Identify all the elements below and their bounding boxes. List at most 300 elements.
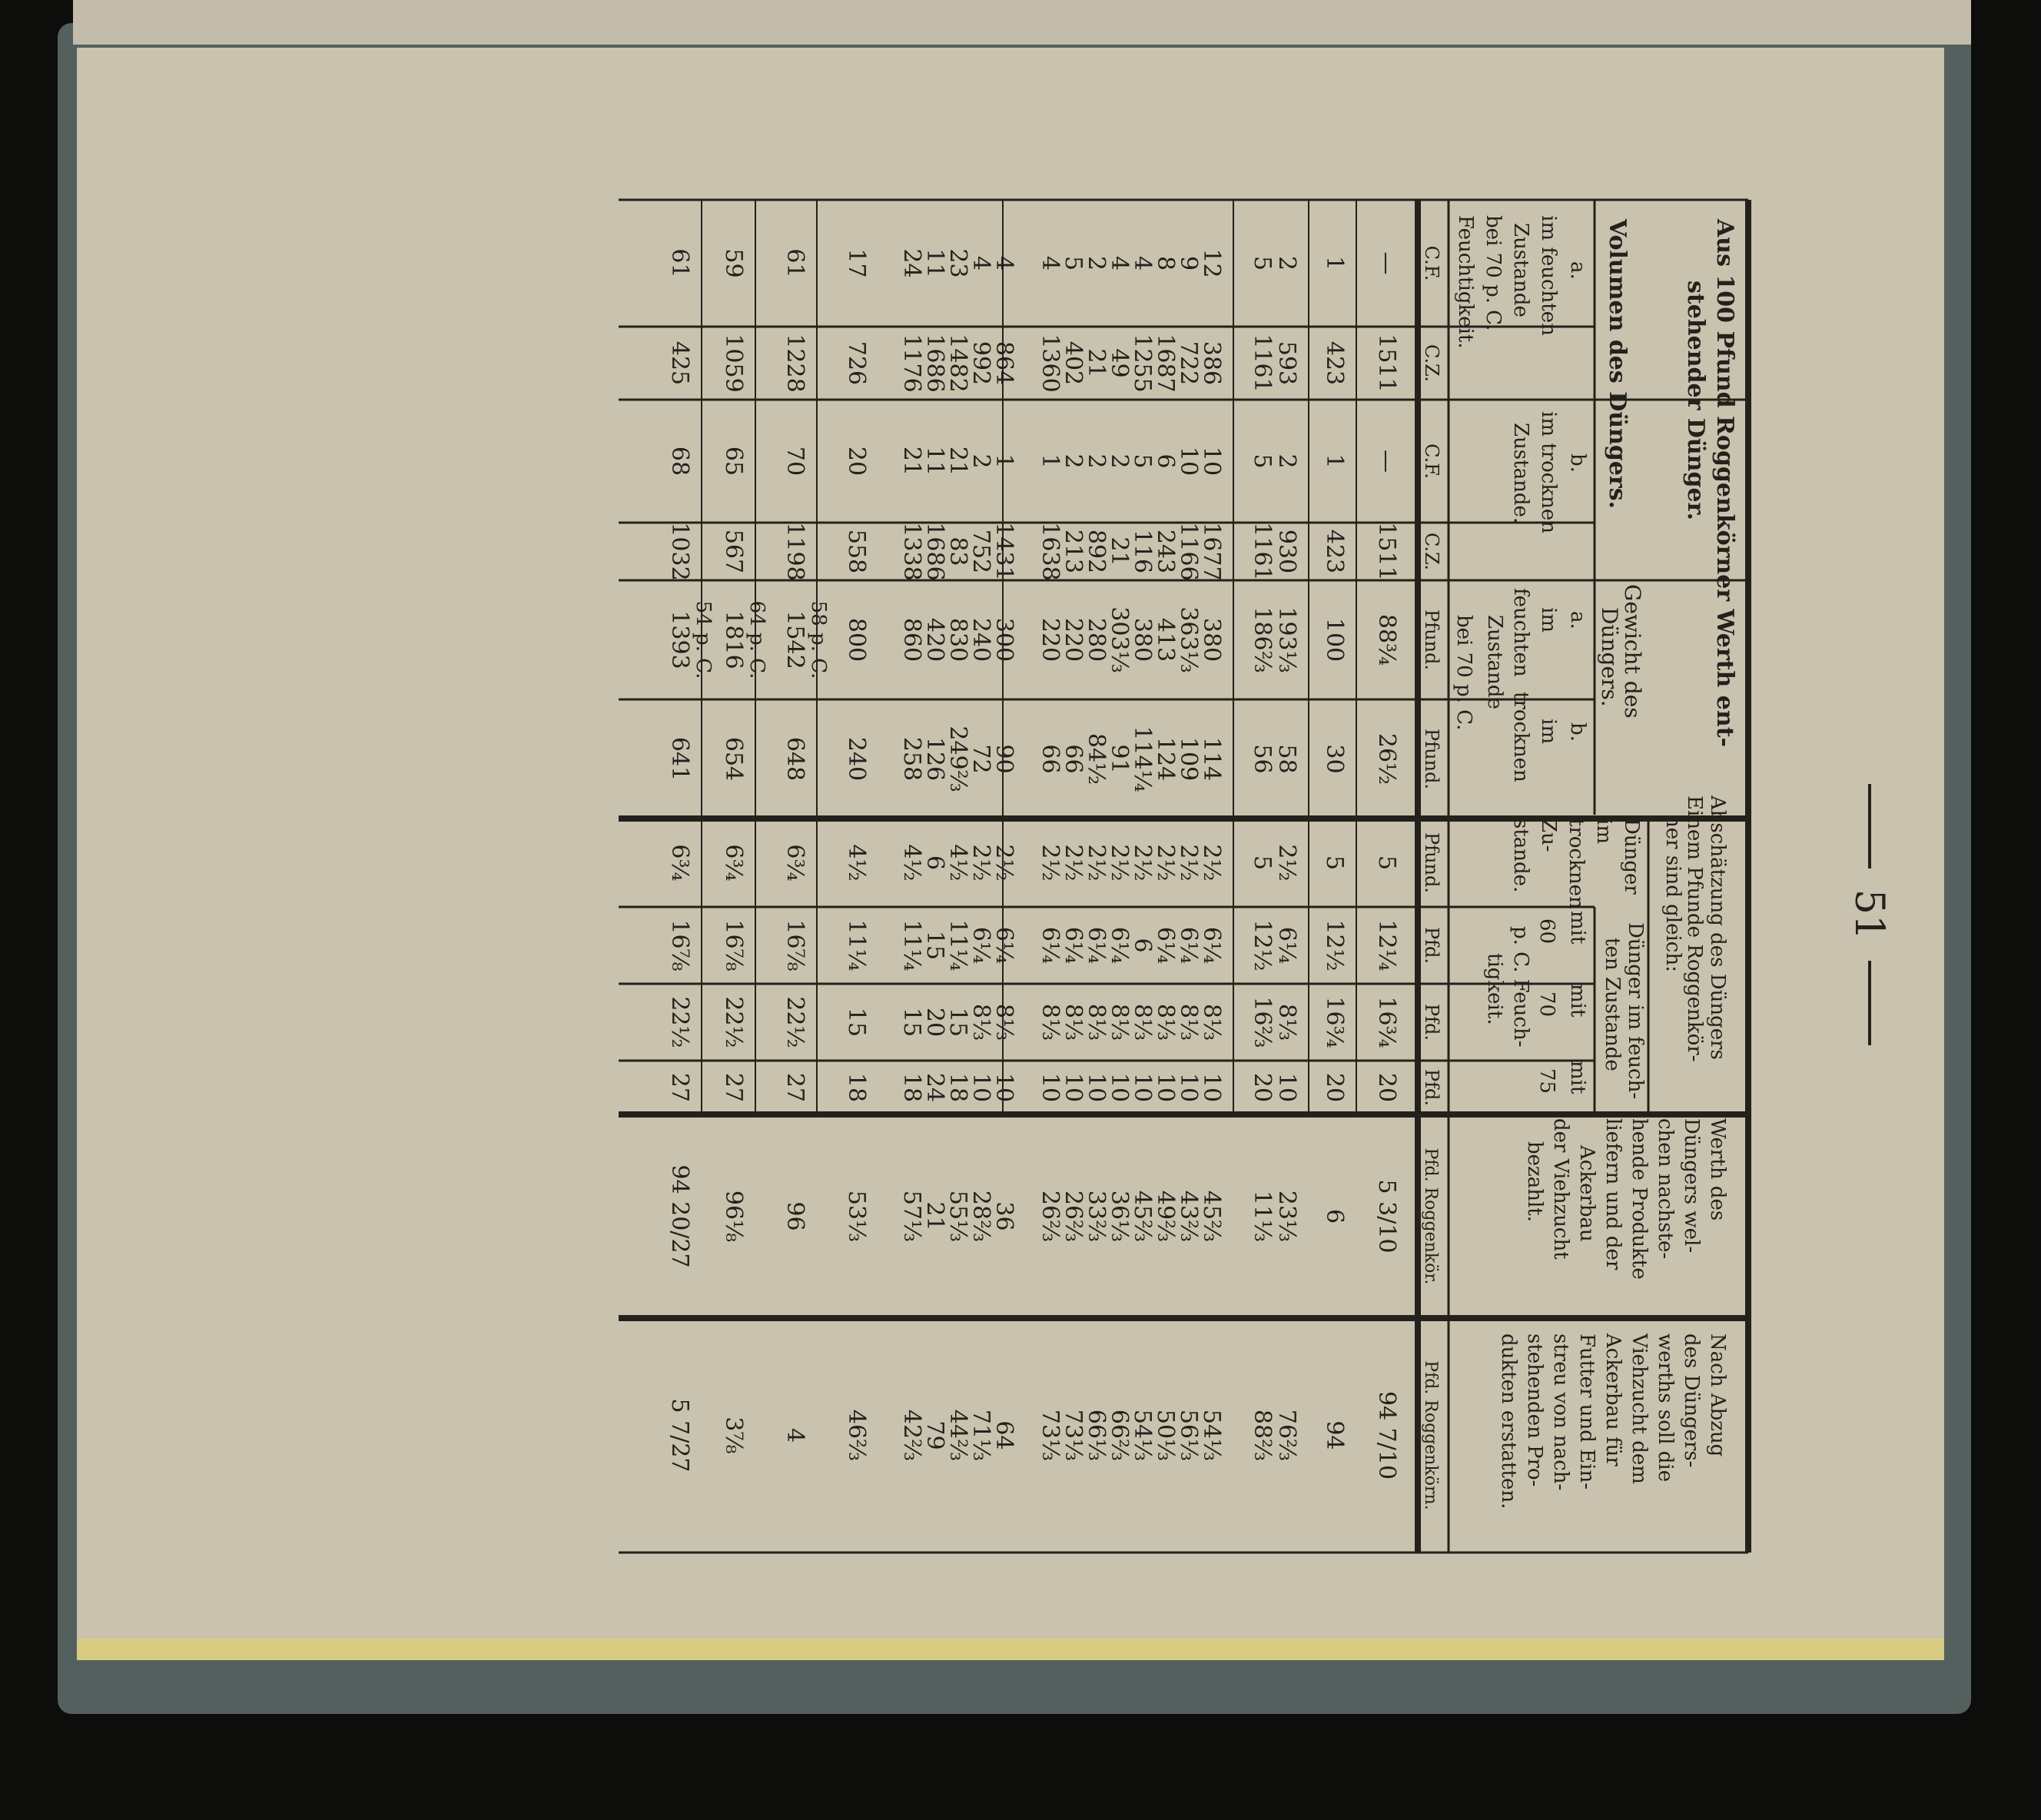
table-cell: 3⅞ — [720, 1416, 747, 1454]
table-cell: 1360 — [1037, 334, 1064, 393]
table-cell: 648 — [782, 736, 808, 782]
table-cell: 1228 — [782, 334, 808, 393]
table-cell: 43⅔ — [1175, 1190, 1202, 1243]
table-cell: 1482 — [944, 334, 971, 393]
table-cell: 2 — [1273, 453, 1300, 469]
col-header-feuchtigkeit: 75 — [1535, 1068, 1558, 1094]
table-cell: 8⅓ — [1129, 1003, 1156, 1041]
col-header-werth: liefern und der — [1601, 1118, 1625, 1270]
col-header-feuchtigkeit: p. C. Feuch- — [1509, 926, 1532, 1048]
col-header-im-feuchten: Dünger im feuch- — [1624, 922, 1647, 1100]
table-cell: 21 — [944, 446, 971, 477]
table-cell: 73⅓ — [1037, 1409, 1064, 1462]
table-cell: 94 20/27 — [666, 1164, 693, 1268]
table-cell: 1542 — [782, 610, 808, 669]
table-cell: 66 — [1037, 744, 1064, 774]
table-cell: 16¾ — [1373, 996, 1400, 1048]
table-cell: 413 — [1152, 617, 1179, 663]
sub-header-vol-a: a. — [1566, 261, 1589, 280]
table-cell: 21 — [898, 446, 925, 477]
unit-label: Pfund. — [1421, 729, 1442, 789]
col-header-feuchtigkeit: 70 — [1535, 991, 1558, 1018]
table-cell: 28⅔ — [967, 1190, 994, 1243]
table-cell: 24 — [898, 248, 925, 278]
table-cell: 96 — [782, 1201, 808, 1231]
table-cell: 6 — [1129, 938, 1156, 953]
table-cell: 2½ — [1198, 844, 1225, 882]
col-header-nach-abzug: Ackerbau für — [1601, 1333, 1625, 1466]
table-cell: 930 — [1273, 529, 1300, 574]
unit-label: Pfund. — [1421, 609, 1442, 670]
group-gewicht: Gewicht des — [1620, 584, 1645, 719]
table-cell: 5 — [1129, 453, 1156, 469]
group-volumen: Volumen des Düngers. — [1604, 219, 1631, 510]
table-cell: 240 — [967, 617, 994, 663]
table-cell: 220 — [1060, 617, 1087, 663]
table-cell: 12¼ — [1373, 919, 1400, 971]
col-header-nach-abzug: streu von nach- — [1549, 1333, 1572, 1491]
table-cell: 94 — [1321, 1420, 1348, 1450]
table-cell: 363⅓ — [1175, 606, 1202, 673]
table-cell: 6¼ — [1152, 926, 1179, 965]
col-header-nach-abzug: Viehzucht dem — [1628, 1333, 1651, 1484]
table-cell: 126 — [921, 736, 948, 782]
table-cell: 1166 — [1175, 522, 1202, 581]
table-cell: 654 — [720, 736, 747, 782]
sub-header-gew-a: a. — [1566, 611, 1589, 629]
table-cell: 18 — [944, 1072, 971, 1103]
table-cell: 726 — [843, 340, 870, 386]
table-cell: 8 — [1152, 255, 1179, 271]
table-cell: 249⅔ — [944, 726, 971, 792]
table-cell: 2½ — [967, 844, 994, 882]
table-cell: 193⅓ — [1273, 606, 1300, 673]
table-cell: 8⅓ — [1037, 1003, 1064, 1041]
table-cell: 2½ — [1273, 844, 1300, 882]
table-cell: 71⅓ — [967, 1409, 994, 1462]
table-cell: 8⅓ — [1106, 1003, 1133, 1041]
col-header-im-trockenen: stande. — [1509, 819, 1532, 893]
unit-label: C.F. — [1421, 443, 1442, 479]
table-cell: 15 — [843, 1007, 870, 1038]
table-cell: 6 — [1321, 1208, 1348, 1224]
table-cell: 66⅓ — [1083, 1409, 1110, 1462]
table-cell: 423 — [1321, 340, 1348, 386]
table-cell: 84½ — [1083, 732, 1110, 785]
table-cell: 11 — [921, 446, 948, 477]
table-cell: 44⅔ — [944, 1409, 971, 1462]
table-cell: 11 — [921, 248, 948, 278]
table-cell: 79 — [921, 1420, 948, 1450]
table-cell: 11¼ — [898, 919, 925, 971]
table-cell: 124 — [1152, 736, 1179, 782]
table-cell: 50⅓ — [1152, 1409, 1179, 1462]
table-cell: 5 — [1249, 453, 1276, 469]
table-cell: 8⅓ — [1060, 1003, 1087, 1041]
table-cell: 15 — [898, 1007, 925, 1038]
table-cell: 11¼ — [944, 919, 971, 971]
table-cell: 864 — [991, 340, 1017, 386]
table-cell: 641 — [666, 736, 693, 782]
table-cell: 2½ — [1037, 844, 1064, 882]
table-cell: 8⅓ — [1198, 1003, 1225, 1041]
table-cell: 6¼ — [1060, 926, 1087, 965]
col-header-im-trockenen: Dünger — [1620, 819, 1643, 895]
table-cell: 5 3/10 — [1373, 1179, 1400, 1254]
table-cell: 213 — [1060, 529, 1087, 574]
table-cell: 56 — [1249, 744, 1276, 774]
col-header-werth: hende Produkte — [1628, 1118, 1651, 1280]
table-cell: 58 — [1273, 744, 1300, 774]
table-cell: 752 — [967, 529, 994, 574]
col-header-werth: Ackerbau — [1575, 1145, 1598, 1242]
table-cell: 26⅔ — [1060, 1190, 1087, 1243]
table-cell: 11⅓ — [1249, 1190, 1276, 1243]
table-cell: 116 — [1129, 529, 1156, 574]
table-cell: 56⅓ — [1175, 1409, 1202, 1462]
table-cell: 59 — [720, 248, 747, 278]
col-header-werth: chen nachste- — [1654, 1118, 1677, 1260]
table-cell: 66⅔ — [1106, 1409, 1133, 1462]
table-cell: 22½ — [720, 996, 747, 1048]
table-cell: 49⅔ — [1152, 1190, 1179, 1243]
table-cell: 830 — [944, 617, 971, 663]
sub-header-gew-a: im — [1537, 607, 1560, 633]
table-cell: 114 — [1198, 736, 1225, 782]
col-header-werth: Düngers wel- — [1680, 1118, 1703, 1254]
table-cell: 9 — [1175, 255, 1202, 271]
table-cell: 4½ — [944, 844, 971, 882]
table-cell: 10 — [1106, 1072, 1133, 1103]
cell-note: 64 p. C. — [745, 600, 768, 679]
cell-note: 58 p. C. — [807, 600, 830, 679]
table-cell: 6¼ — [1198, 926, 1225, 965]
table-cell: 53⅓ — [843, 1190, 870, 1243]
sub-header-gew-a: Zustande — [1483, 615, 1506, 709]
table-cell: 6¼ — [1106, 926, 1133, 965]
table-cell: 36⅓ — [1106, 1190, 1133, 1243]
col-header-werth: der Viehzucht — [1549, 1118, 1572, 1260]
table-cell: 16⅔ — [1249, 996, 1276, 1048]
table-cell: 5 7/27 — [666, 1398, 693, 1473]
unit-label: Pfd. Roggenkörn. — [1421, 1360, 1440, 1510]
unit-label: Pfund. — [1421, 832, 1442, 893]
table-cell: 26⅔ — [1037, 1190, 1064, 1243]
table-cell: 17 — [843, 248, 870, 278]
table-cell: 61 — [666, 248, 693, 278]
table-cell: 88¾ — [1373, 613, 1400, 666]
table-cell: 1511 — [1373, 522, 1400, 581]
col-header-werth: Werth des — [1706, 1118, 1729, 1221]
col-header-nach-abzug: werths soll die — [1654, 1333, 1677, 1483]
table-cell: 8⅓ — [967, 1003, 994, 1041]
table-cell: 36 — [991, 1201, 1017, 1231]
table-cell: 2½ — [1060, 844, 1087, 882]
col-header-im-trockenen: trocknen — [1565, 819, 1588, 909]
group-abschaetzung: Abschätzung des Düngers — [1706, 795, 1729, 1060]
unit-label: C.F. — [1421, 245, 1442, 281]
table-cell: 10 — [1175, 1072, 1202, 1103]
sub-header-vol-b: im trocknen — [1537, 411, 1560, 533]
table-cell: 10 — [1060, 1072, 1087, 1103]
table-cell: 1686 — [921, 522, 948, 581]
table-cell: 2 — [1083, 255, 1110, 271]
table-cell: 10 — [1273, 1072, 1300, 1103]
table-cell: 21 — [1106, 536, 1133, 566]
table-cell: 49 — [1106, 348, 1133, 378]
table-cell: 24 — [921, 1072, 948, 1103]
table-cell: 6¾ — [720, 844, 747, 882]
table-cell: 2 — [1083, 453, 1110, 469]
table-cell: 1161 — [1249, 522, 1276, 581]
table-cell: 18 — [898, 1072, 925, 1103]
table-cell: 423 — [1321, 529, 1348, 574]
table-cell: 26½ — [1373, 732, 1400, 785]
col-header-nach-abzug: dukten erstatten. — [1497, 1333, 1520, 1509]
unit-label: C.Z. — [1421, 532, 1442, 571]
sub-header-gew-b: trocknen — [1509, 692, 1532, 782]
col-header-feuchtigkeit: tigkeit. — [1483, 953, 1506, 1025]
col-header-im-trockenen: im — [1592, 819, 1615, 844]
table-cell: 2 — [1273, 255, 1300, 271]
table-cell: 11¼ — [843, 919, 870, 971]
table-cell: 21 — [921, 1201, 948, 1231]
table-cell: 68 — [666, 446, 693, 477]
table-cell: 55⅓ — [944, 1190, 971, 1243]
table-cell: 6¾ — [666, 844, 693, 882]
table-cell: 76⅔ — [1273, 1409, 1300, 1462]
col-header-nach-abzug: Futter und Ein- — [1575, 1333, 1598, 1490]
table-cell: 20 — [843, 446, 870, 477]
table-cell: 72 — [967, 744, 994, 774]
sub-header-gew-note: bei 70 p. C. — [1452, 615, 1475, 731]
col-header-werth: bezahlt. — [1523, 1141, 1546, 1223]
table-cell: 22½ — [782, 996, 808, 1048]
table-cell: 20 — [1321, 1072, 1348, 1103]
table-cell: 6 — [921, 855, 948, 871]
table-cell: 186⅔ — [1249, 606, 1276, 673]
table-cell: 5 — [1249, 255, 1276, 271]
table-cell: 12½ — [1321, 919, 1348, 971]
table-cell: 10 — [991, 1072, 1017, 1103]
table-cell: 70 — [782, 446, 808, 477]
table-cell: 46⅔ — [843, 1409, 870, 1462]
group-abschaetzung: Einem Pfunde Roggenkör- — [1683, 795, 1706, 1062]
table-cell: 4 — [1106, 255, 1133, 271]
table-cell: 100 — [1321, 617, 1348, 663]
table-cell: 16⅞ — [720, 919, 747, 971]
table-cell: 6 — [1152, 453, 1179, 469]
table-cell: 4½ — [898, 844, 925, 882]
table-cell: 6¼ — [1037, 926, 1064, 965]
table-cell: 386 — [1198, 340, 1225, 386]
table-cell: 1687 — [1152, 334, 1179, 393]
table-cell: 12 — [1198, 248, 1225, 278]
sub-header-vol-a: im feuchten — [1537, 215, 1560, 336]
table-cell: 27 — [666, 1072, 693, 1103]
table-cell: 2½ — [1175, 844, 1202, 882]
table-cell: 23⅓ — [1273, 1190, 1300, 1243]
table-cell: 45⅔ — [1198, 1190, 1225, 1243]
col-header-mit: mit — [1566, 984, 1589, 1018]
table-cell: 65 — [720, 446, 747, 477]
table-cell: 64 — [991, 1420, 1017, 1450]
table-cell: 88⅔ — [1249, 1409, 1276, 1462]
table-cell: 18 — [843, 1072, 870, 1103]
unit-label: Pfd. — [1421, 1003, 1442, 1041]
table-cell: 425 — [666, 340, 693, 386]
table-cell: 992 — [967, 340, 994, 386]
table-cell: 90 — [991, 744, 1017, 774]
sub-header-vol-b: Zustande. — [1509, 423, 1532, 524]
group-abschaetzung: ner sind gleich: — [1661, 815, 1684, 972]
table-cell: 6¼ — [991, 926, 1017, 965]
table-cell: 54⅓ — [1129, 1409, 1156, 1462]
group-gewicht: Düngers. — [1597, 607, 1622, 707]
col-header-mit: mit — [1566, 1061, 1589, 1094]
sub-header-vol-b: b. — [1566, 453, 1589, 473]
table-cell: 402 — [1060, 340, 1087, 386]
col-header-im-feuchten: ten Zustande — [1601, 938, 1624, 1071]
table-cell: 5 — [1060, 255, 1087, 271]
col-header-nach-abzug: des Düngers- — [1680, 1333, 1703, 1468]
table-cell: 8⅓ — [1083, 1003, 1110, 1041]
table-cell: 4 — [782, 1427, 808, 1443]
table-cell: 6¼ — [967, 926, 994, 965]
table-cell: 91 — [1106, 744, 1133, 774]
table-cell: 860 — [898, 617, 925, 663]
table-cell: 1816 — [720, 610, 747, 669]
table-cell: 243 — [1152, 529, 1179, 574]
table-cell: 1511 — [1373, 334, 1400, 393]
table-cell: 15 — [944, 1007, 971, 1038]
sub-header-gew-b: b. — [1566, 722, 1589, 742]
table-cell: 420 — [921, 617, 948, 663]
table-cell: 20 — [1249, 1072, 1276, 1103]
table-cell: 16¾ — [1321, 996, 1348, 1048]
table-cell: 42⅔ — [898, 1409, 925, 1462]
table-cell: 380 — [1129, 617, 1156, 663]
table-cell: 10 — [1083, 1072, 1110, 1103]
col-header-im-trockenen: Zu- — [1537, 819, 1560, 852]
table-cell: 33⅔ — [1083, 1190, 1110, 1243]
table-cell: 16⅞ — [666, 919, 693, 971]
unit-label: Pfd. Roggenkör. — [1421, 1147, 1440, 1285]
table-cell: 4½ — [843, 844, 870, 882]
table-cell: 8⅓ — [991, 1003, 1017, 1041]
unit-label: Pfd. — [1421, 1068, 1442, 1107]
table-cell: 83 — [944, 536, 971, 566]
table-cell: 109 — [1175, 736, 1202, 782]
table-cell: 12½ — [1249, 919, 1276, 971]
table-cell: 2½ — [1106, 844, 1133, 882]
table-cell: 10 — [1129, 1072, 1156, 1103]
table-cell: 1 — [1321, 453, 1348, 469]
table-cell: 4 — [1129, 255, 1156, 271]
table-cell: 1638 — [1037, 522, 1064, 581]
table-cell: — — [1373, 450, 1400, 473]
header-title: Aus 100 Pfund Roggenkörner Werth ent- — [1711, 219, 1738, 747]
table-cell: 96⅛ — [720, 1190, 747, 1243]
table-cell: 1198 — [782, 522, 808, 581]
table-cell: 61 — [782, 248, 808, 278]
table-cell: 2 — [967, 453, 994, 469]
table-cell: 1059 — [720, 334, 747, 393]
table-cell: 4 — [967, 255, 994, 271]
table-cell: 10 — [1037, 1072, 1064, 1103]
table-cell: 27 — [720, 1072, 747, 1103]
table-cell: 800 — [843, 617, 870, 663]
table-cell: 6¼ — [1273, 926, 1300, 965]
table-cell: 258 — [898, 736, 925, 782]
table-cell: 892 — [1083, 529, 1110, 574]
col-header-mit: mit — [1566, 911, 1589, 945]
table-cell: 73⅓ — [1060, 1409, 1087, 1462]
table-cell: 8⅓ — [1273, 1003, 1300, 1041]
table-cell: 8⅓ — [1175, 1003, 1202, 1041]
table-cell: 1686 — [921, 334, 948, 393]
header-title: stehender Dünger. — [1682, 281, 1709, 521]
table-cell: 5 — [1373, 855, 1400, 871]
table-cell: 220 — [1037, 617, 1064, 663]
table-cell: 6¼ — [1175, 926, 1202, 965]
table-cell: 1431 — [991, 522, 1017, 581]
table-cell: 57⅓ — [898, 1190, 925, 1243]
table-cell: 4 — [991, 255, 1017, 271]
table-cell: 30 — [1321, 744, 1348, 774]
table-cell: 10 — [967, 1072, 994, 1103]
table-cell: 300 — [991, 617, 1017, 663]
table-cell: 280 — [1083, 617, 1110, 663]
table-cell: 567 — [720, 529, 747, 574]
table-cell: — — [1373, 251, 1400, 275]
table-cell: 94 7/10 — [1373, 1390, 1400, 1480]
table-cell: 1 — [1321, 255, 1348, 271]
col-header-nach-abzug: Nach Abzug — [1706, 1333, 1729, 1457]
table-cell: 2 — [1060, 453, 1087, 469]
table-cell: 2½ — [1152, 844, 1179, 882]
table-cell: 1 — [991, 453, 1017, 469]
table-cell: 2½ — [1083, 844, 1110, 882]
table-cell: 1032 — [666, 522, 693, 581]
table-cell: 20 — [1373, 1072, 1400, 1103]
table-cell: 45⅔ — [1129, 1190, 1156, 1243]
sub-header-vol-a: Zustande — [1509, 223, 1532, 317]
col-header-feuchtigkeit: 60 — [1535, 918, 1558, 945]
table-cell: 5 — [1249, 855, 1276, 871]
table-cell: 10 — [1198, 446, 1225, 477]
table-cell: 5 — [1321, 855, 1348, 871]
table-cell: 722 — [1175, 340, 1202, 386]
unit-label: Pfd. — [1421, 926, 1442, 965]
cell-note: 54 p. C. — [692, 600, 715, 679]
sub-header-gew-a: feuchten — [1509, 588, 1532, 677]
table-cell: 240 — [843, 736, 870, 782]
table-cell: 593 — [1273, 340, 1300, 386]
table-cell: 20 — [921, 1007, 948, 1038]
table-cell: 6¾ — [782, 844, 808, 882]
table-cell: 303⅓ — [1106, 606, 1133, 673]
page-number: 51 — [1846, 888, 1892, 941]
table-cell: 380 — [1198, 617, 1225, 663]
table-cell: 66 — [1060, 744, 1087, 774]
table-cell: 21 — [1083, 348, 1110, 378]
table-cell: 54⅓ — [1198, 1409, 1225, 1462]
sub-header-gew-b: im — [1537, 719, 1560, 744]
col-header-nach-abzug: stehenden Pro- — [1523, 1333, 1546, 1487]
table-cell: 10 — [1152, 1072, 1179, 1103]
table-cell: 1161 — [1249, 334, 1276, 393]
